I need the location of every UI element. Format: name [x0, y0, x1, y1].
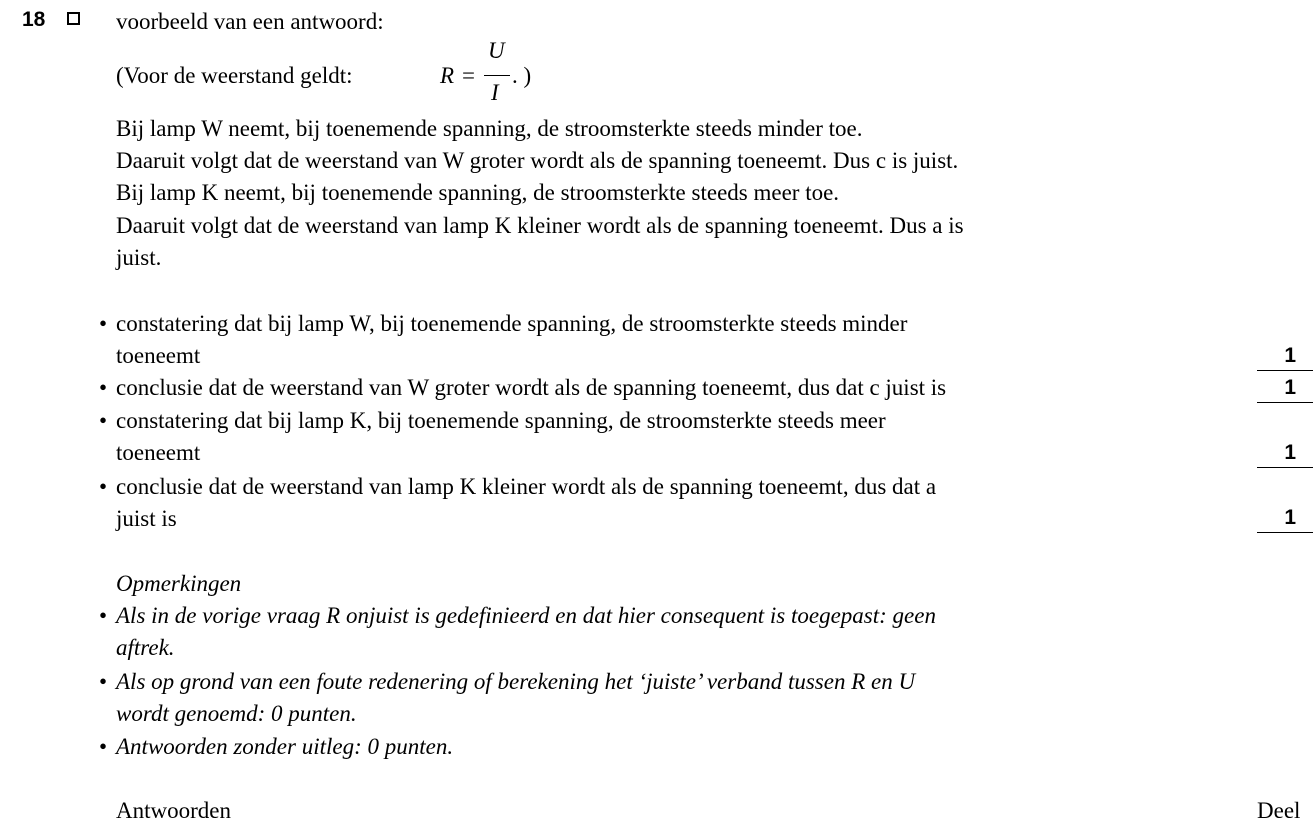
answer-line: Bij lamp K neemt, bij toenemende spanning, de stroomsterkte steeds meer toe.: [116, 180, 840, 205]
bullet: •: [99, 311, 108, 336]
answer-line: Daaruit volgt dat de weerstand van lamp K kleiner wordt als de spanning toeneemt. Dus a is: [116, 213, 964, 238]
bullet: •: [99, 408, 108, 433]
scoring-text: juist is: [116, 506, 177, 531]
checkbox-icon[interactable]: [67, 12, 80, 25]
scoring-text: constatering dat bij lamp W, bij toenemende spanning, de stroomsterkte steeds minder: [116, 311, 908, 336]
remark-text: Antwoorden zonder uitleg: 0 punten.: [116, 734, 454, 759]
formula-lhs: R: [440, 63, 455, 88]
score-points: 1: [1257, 374, 1313, 403]
formula-prefix: (Voor de weerstand geldt:: [116, 63, 353, 88]
answer-line: Bij lamp W neemt, bij toenemende spanning, de stroomsterkte steeds minder toe.: [116, 116, 863, 141]
score-points: 1: [1257, 342, 1313, 371]
footer-left: Antwoorden: [116, 798, 231, 823]
remark-text: Als op grond van een foute redenering of berekening het ‘juiste’ verband tussen R en U: [116, 669, 916, 694]
scoring-text: constatering dat bij lamp K, bij toenemende spanning, de stroomsterkte steeds meer: [116, 408, 886, 433]
remark-text: aftrek.: [116, 635, 175, 660]
score-points: 1: [1257, 439, 1313, 468]
scoring-text: conclusie dat de weerstand van lamp K kleiner wordt als de spanning toeneemt, dus dat a: [116, 474, 937, 499]
answer-line: Daaruit volgt dat de weerstand van W groter wordt als de spanning toeneemt. Dus c is juist.: [116, 148, 959, 173]
bullet: •: [99, 734, 108, 759]
formula-numerator: U: [488, 38, 505, 63]
formula-denominator: I: [491, 80, 499, 105]
formula-suffix: . ): [512, 63, 532, 88]
bullet: •: [99, 669, 108, 694]
scoring-text: conclusie dat de weerstand van W groter wordt als de spanning toeneemt, dus dat c juist is: [116, 375, 947, 400]
remarks-heading: Opmerkingen: [116, 571, 242, 596]
scoring-text: toeneemt: [116, 343, 201, 368]
footer-right: Deel: [1257, 798, 1301, 823]
question-number: 18: [22, 8, 46, 31]
bullet: •: [99, 474, 108, 499]
scoring-text: toeneemt: [116, 440, 201, 465]
formula-equals: =: [462, 63, 475, 88]
answer-intro: voorbeeld van een antwoord:: [116, 9, 384, 34]
bullet: •: [99, 603, 108, 628]
answer-line: juist.: [116, 245, 162, 270]
bullet: •: [99, 375, 108, 400]
remark-text: wordt genoemd: 0 punten.: [116, 701, 357, 726]
formula-fraction-bar: [484, 75, 510, 76]
score-points: 1: [1257, 504, 1313, 533]
remark-text: Als in de vorige vraag R onjuist is gedefinieerd en dat hier consequent is toegepast: geen: [116, 603, 936, 628]
